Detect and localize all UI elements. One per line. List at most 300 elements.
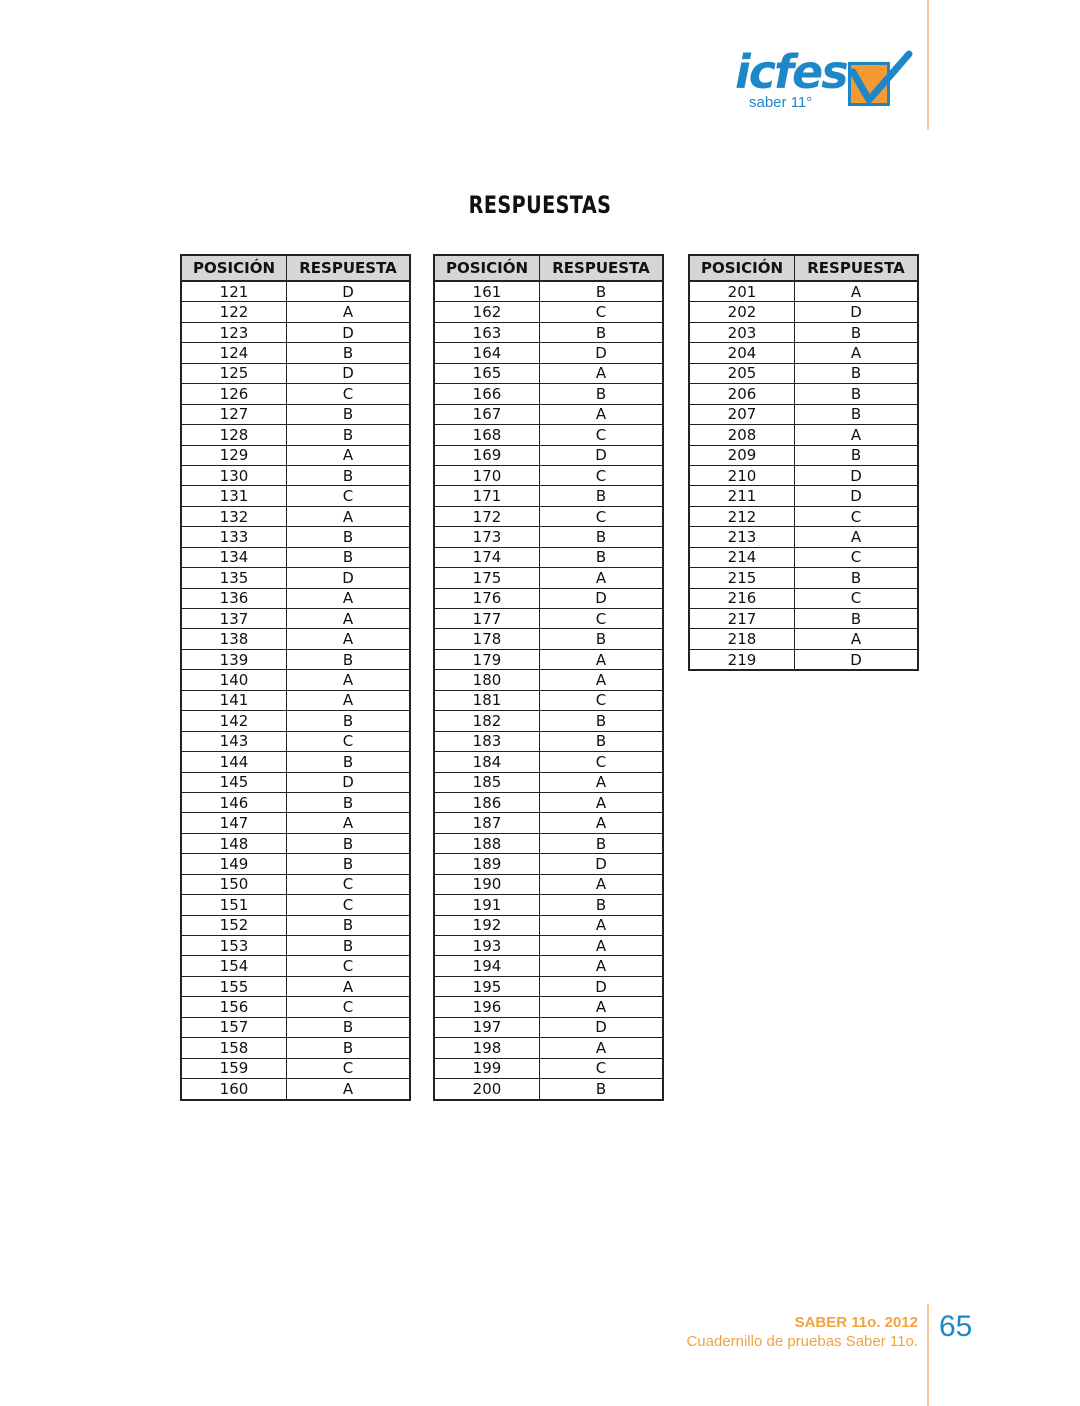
table-row xyxy=(434,915,663,935)
position-cell: 130 xyxy=(181,465,287,485)
table-row xyxy=(434,547,663,567)
answer-cell: A xyxy=(287,1079,411,1100)
table-row xyxy=(434,629,663,649)
position-cell: 141 xyxy=(181,690,287,710)
position-cell: 140 xyxy=(181,670,287,690)
position-cell: 208 xyxy=(689,425,795,445)
position-cell: 133 xyxy=(181,527,287,547)
table-row xyxy=(689,322,918,342)
position-cell: 199 xyxy=(434,1058,540,1078)
answer-cell: B xyxy=(540,629,664,649)
position-cell: 143 xyxy=(181,731,287,751)
table-row xyxy=(181,465,410,485)
position-cell: 182 xyxy=(434,711,540,731)
table-row xyxy=(181,404,410,424)
logo-subtitle: saber 11° xyxy=(749,94,813,111)
answer-cell: A xyxy=(540,956,664,976)
table-row xyxy=(434,976,663,996)
position-cell: 183 xyxy=(434,731,540,751)
answer-cell: B xyxy=(287,547,411,567)
footer-divider-line xyxy=(927,1304,929,1406)
position-cell: 186 xyxy=(434,792,540,812)
table-row xyxy=(434,1058,663,1078)
position-cell: 217 xyxy=(689,609,795,629)
answer-cell: B xyxy=(540,547,664,567)
position-cell: 135 xyxy=(181,568,287,588)
answer-cell: B xyxy=(287,854,411,874)
answer-cell: C xyxy=(540,609,664,629)
answer-cell: A xyxy=(287,976,411,996)
table-row xyxy=(689,609,918,629)
position-cell: 161 xyxy=(434,281,540,302)
position-cell: 178 xyxy=(434,629,540,649)
position-cell: 194 xyxy=(434,956,540,976)
table-row xyxy=(689,404,918,424)
table-row xyxy=(434,506,663,526)
header-answer: RESPUESTA xyxy=(287,255,411,281)
position-cell: 210 xyxy=(689,465,795,485)
answer-cell: A xyxy=(540,915,664,935)
position-cell: 172 xyxy=(434,506,540,526)
page-number: 65 xyxy=(939,1310,973,1343)
position-cell: 180 xyxy=(434,670,540,690)
answer-cell: B xyxy=(540,895,664,915)
table-row xyxy=(181,649,410,669)
table-row xyxy=(434,956,663,976)
table-row xyxy=(434,527,663,547)
answer-cell: B xyxy=(795,445,919,465)
answer-cell: B xyxy=(540,384,664,404)
position-cell: 137 xyxy=(181,609,287,629)
table-row xyxy=(434,690,663,710)
position-cell: 165 xyxy=(434,363,540,383)
table-row xyxy=(181,302,410,322)
answer-cell: A xyxy=(795,527,919,547)
position-cell: 163 xyxy=(434,322,540,342)
footer-subtitle: Cuadernillo de pruebas Saber 11o. xyxy=(686,1333,918,1350)
answers-table-1 xyxy=(180,254,411,1101)
answers-table-3 xyxy=(688,254,919,671)
answer-cell: D xyxy=(540,588,664,608)
position-cell: 167 xyxy=(434,404,540,424)
position-cell: 149 xyxy=(181,854,287,874)
position-cell: 204 xyxy=(689,343,795,363)
header-position: POSICIÓN xyxy=(689,255,795,281)
table-row xyxy=(434,425,663,445)
answer-cell: C xyxy=(795,547,919,567)
table-row xyxy=(434,302,663,322)
answer-cell: A xyxy=(287,506,411,526)
table-row xyxy=(181,506,410,526)
position-cell: 150 xyxy=(181,874,287,894)
table-row xyxy=(689,465,918,485)
position-cell: 128 xyxy=(181,425,287,445)
table-row xyxy=(434,649,663,669)
position-cell: 176 xyxy=(434,588,540,608)
table-row xyxy=(434,609,663,629)
table-row xyxy=(434,874,663,894)
table-row xyxy=(434,568,663,588)
answer-cell: A xyxy=(287,609,411,629)
answer-cell: D xyxy=(540,445,664,465)
position-cell: 155 xyxy=(181,976,287,996)
table-row xyxy=(181,915,410,935)
position-cell: 190 xyxy=(434,874,540,894)
table-row xyxy=(689,445,918,465)
table-row xyxy=(181,568,410,588)
answer-cell: B xyxy=(287,752,411,772)
table-row xyxy=(181,629,410,649)
answer-cell: B xyxy=(287,425,411,445)
footer-title: SABER 11o. 2012 xyxy=(794,1314,918,1331)
position-cell: 136 xyxy=(181,588,287,608)
table-row xyxy=(434,1038,663,1058)
position-cell: 154 xyxy=(181,956,287,976)
table-row xyxy=(434,997,663,1017)
position-cell: 174 xyxy=(434,547,540,567)
header-answer: RESPUESTA xyxy=(795,255,919,281)
table-row xyxy=(434,343,663,363)
answer-cell: A xyxy=(795,425,919,445)
position-cell: 131 xyxy=(181,486,287,506)
answer-cell: C xyxy=(795,588,919,608)
answer-cell: B xyxy=(795,609,919,629)
answers-table-2 xyxy=(433,254,664,1101)
table-row xyxy=(434,813,663,833)
table-row xyxy=(434,465,663,485)
table-row xyxy=(181,874,410,894)
table-row xyxy=(434,1079,663,1100)
answer-cell: D xyxy=(795,486,919,506)
icfes-logo xyxy=(735,46,917,118)
position-cell: 148 xyxy=(181,833,287,853)
position-cell: 153 xyxy=(181,936,287,956)
answer-cell: C xyxy=(795,506,919,526)
table-row xyxy=(181,343,410,363)
position-cell: 177 xyxy=(434,609,540,629)
answer-cell: B xyxy=(795,568,919,588)
position-cell: 147 xyxy=(181,813,287,833)
position-cell: 187 xyxy=(434,813,540,833)
answer-cell: D xyxy=(287,363,411,383)
header-answer: RESPUESTA xyxy=(540,255,664,281)
position-cell: 213 xyxy=(689,527,795,547)
position-cell: 189 xyxy=(434,854,540,874)
table-row xyxy=(689,302,918,322)
table-row xyxy=(181,813,410,833)
answer-cell: A xyxy=(540,813,664,833)
answer-cell: A xyxy=(795,281,919,302)
position-cell: 126 xyxy=(181,384,287,404)
answer-cell: C xyxy=(287,384,411,404)
answer-cell: C xyxy=(287,997,411,1017)
position-cell: 209 xyxy=(689,445,795,465)
table-row xyxy=(689,527,918,547)
answer-cell: C xyxy=(540,690,664,710)
answer-cell: C xyxy=(540,1058,664,1078)
position-cell: 216 xyxy=(689,588,795,608)
table-row xyxy=(434,854,663,874)
table-row xyxy=(689,343,918,363)
position-cell: 198 xyxy=(434,1038,540,1058)
table-row xyxy=(434,486,663,506)
position-cell: 129 xyxy=(181,445,287,465)
table-row xyxy=(434,445,663,465)
answer-cell: C xyxy=(540,465,664,485)
table-row xyxy=(181,833,410,853)
answer-cell: D xyxy=(540,976,664,996)
position-cell: 191 xyxy=(434,895,540,915)
position-cell: 164 xyxy=(434,343,540,363)
position-cell: 202 xyxy=(689,302,795,322)
answer-cell: B xyxy=(540,833,664,853)
answer-cell: B xyxy=(795,404,919,424)
position-cell: 211 xyxy=(689,486,795,506)
answer-cell: B xyxy=(540,1079,664,1100)
position-cell: 122 xyxy=(181,302,287,322)
table-row xyxy=(181,997,410,1017)
table-row xyxy=(181,792,410,812)
position-cell: 171 xyxy=(434,486,540,506)
table-row xyxy=(689,629,918,649)
position-cell: 145 xyxy=(181,772,287,792)
answer-cell: A xyxy=(540,936,664,956)
answer-cell: A xyxy=(540,568,664,588)
position-cell: 188 xyxy=(434,833,540,853)
answer-cell: B xyxy=(287,649,411,669)
position-cell: 170 xyxy=(434,465,540,485)
position-cell: 127 xyxy=(181,404,287,424)
answer-cell: D xyxy=(287,568,411,588)
table-row xyxy=(181,976,410,996)
answer-cell: B xyxy=(287,404,411,424)
answer-cell: B xyxy=(287,343,411,363)
answer-cell: B xyxy=(540,731,664,751)
answer-cell: D xyxy=(540,1017,664,1037)
answer-cell: B xyxy=(540,486,664,506)
position-cell: 168 xyxy=(434,425,540,445)
table-row xyxy=(434,322,663,342)
table-row xyxy=(434,384,663,404)
position-cell: 162 xyxy=(434,302,540,322)
header-position: POSICIÓN xyxy=(434,255,540,281)
answer-cell: A xyxy=(795,343,919,363)
answer-cell: C xyxy=(287,486,411,506)
answer-cell: B xyxy=(287,527,411,547)
table-row xyxy=(181,772,410,792)
table-row xyxy=(689,384,918,404)
answer-cell: A xyxy=(795,629,919,649)
position-cell: 121 xyxy=(181,281,287,302)
table-row xyxy=(181,854,410,874)
table-row xyxy=(181,486,410,506)
table-row xyxy=(434,670,663,690)
answer-cell: C xyxy=(287,895,411,915)
answer-cell: C xyxy=(540,506,664,526)
position-cell: 212 xyxy=(689,506,795,526)
answer-cell: D xyxy=(287,281,411,302)
answer-cell: B xyxy=(287,1038,411,1058)
position-cell: 134 xyxy=(181,547,287,567)
table-row xyxy=(434,281,663,302)
position-cell: 175 xyxy=(434,568,540,588)
answer-cell: B xyxy=(540,527,664,547)
table-row xyxy=(181,1079,410,1100)
position-cell: 166 xyxy=(434,384,540,404)
table-row xyxy=(181,425,410,445)
position-cell: 184 xyxy=(434,752,540,772)
table-row xyxy=(434,1017,663,1037)
position-cell: 192 xyxy=(434,915,540,935)
answer-cell: B xyxy=(795,322,919,342)
answer-cell: B xyxy=(287,465,411,485)
table-row xyxy=(181,752,410,772)
table-row xyxy=(181,711,410,731)
position-cell: 158 xyxy=(181,1038,287,1058)
position-cell: 138 xyxy=(181,629,287,649)
table-row xyxy=(689,506,918,526)
table-row xyxy=(689,281,918,302)
answer-cell: D xyxy=(795,649,919,670)
answer-cell: A xyxy=(540,670,664,690)
answer-cell: A xyxy=(287,690,411,710)
table-row xyxy=(434,711,663,731)
position-cell: 144 xyxy=(181,752,287,772)
answer-cell: C xyxy=(287,874,411,894)
position-cell: 207 xyxy=(689,404,795,424)
position-cell: 146 xyxy=(181,792,287,812)
answer-cell: C xyxy=(540,752,664,772)
position-cell: 157 xyxy=(181,1017,287,1037)
table-row xyxy=(181,322,410,342)
position-cell: 152 xyxy=(181,915,287,935)
table-row xyxy=(181,1038,410,1058)
header-position: POSICIÓN xyxy=(181,255,287,281)
answer-cell: A xyxy=(540,997,664,1017)
position-cell: 179 xyxy=(434,649,540,669)
table-row xyxy=(181,384,410,404)
answer-cell: A xyxy=(540,1038,664,1058)
table-row xyxy=(434,833,663,853)
answer-cell: B xyxy=(287,915,411,935)
table-row xyxy=(181,609,410,629)
position-cell: 169 xyxy=(434,445,540,465)
logo-brand-text: icfes xyxy=(735,45,847,99)
table-row xyxy=(181,936,410,956)
position-cell: 159 xyxy=(181,1058,287,1078)
table-row xyxy=(434,792,663,812)
table-row xyxy=(181,670,410,690)
position-cell: 195 xyxy=(434,976,540,996)
position-cell: 181 xyxy=(434,690,540,710)
position-cell: 215 xyxy=(689,568,795,588)
answer-cell: D xyxy=(540,854,664,874)
table-row xyxy=(181,895,410,915)
position-cell: 123 xyxy=(181,322,287,342)
table-row xyxy=(434,404,663,424)
answer-cell: A xyxy=(540,363,664,383)
table-row xyxy=(181,445,410,465)
answer-cell: A xyxy=(287,588,411,608)
answer-cell: C xyxy=(540,302,664,322)
table-row xyxy=(181,547,410,567)
answer-cell: B xyxy=(540,281,664,302)
answer-cell: B xyxy=(287,833,411,853)
table-row xyxy=(434,752,663,772)
table-row xyxy=(181,281,410,302)
table-row xyxy=(689,649,918,670)
answer-cell: A xyxy=(540,772,664,792)
answer-cell: B xyxy=(795,363,919,383)
position-cell: 193 xyxy=(434,936,540,956)
table-row xyxy=(434,731,663,751)
answer-cell: C xyxy=(287,1058,411,1078)
answer-cell: C xyxy=(287,956,411,976)
position-cell: 219 xyxy=(689,649,795,670)
answer-cell: B xyxy=(287,711,411,731)
table-row xyxy=(181,690,410,710)
answer-cell: A xyxy=(540,792,664,812)
table-row xyxy=(689,363,918,383)
table-row xyxy=(181,363,410,383)
position-cell: 196 xyxy=(434,997,540,1017)
position-cell: 185 xyxy=(434,772,540,792)
position-cell: 201 xyxy=(689,281,795,302)
answer-cell: B xyxy=(287,936,411,956)
position-cell: 151 xyxy=(181,895,287,915)
answer-cell: B xyxy=(540,322,664,342)
answer-cell: D xyxy=(287,772,411,792)
table-row xyxy=(689,425,918,445)
table-row xyxy=(434,936,663,956)
answer-cell: A xyxy=(287,445,411,465)
position-cell: 206 xyxy=(689,384,795,404)
answer-cell: A xyxy=(287,670,411,690)
answer-cell: A xyxy=(540,649,664,669)
table-row xyxy=(434,363,663,383)
answer-cell: A xyxy=(287,302,411,322)
checkmark-icon xyxy=(843,48,915,112)
answer-cell: A xyxy=(540,874,664,894)
answer-cell: B xyxy=(540,711,664,731)
table-row xyxy=(689,486,918,506)
table-row xyxy=(181,1017,410,1037)
position-cell: 197 xyxy=(434,1017,540,1037)
table-row xyxy=(181,731,410,751)
table-row xyxy=(434,772,663,792)
answer-cell: B xyxy=(287,1017,411,1037)
table-row xyxy=(689,568,918,588)
table-row xyxy=(181,1058,410,1078)
position-cell: 205 xyxy=(689,363,795,383)
table-row xyxy=(181,588,410,608)
position-cell: 124 xyxy=(181,343,287,363)
answer-cell: D xyxy=(795,465,919,485)
answer-cell: A xyxy=(540,404,664,424)
table-row xyxy=(689,588,918,608)
table-row xyxy=(181,956,410,976)
answer-cell: C xyxy=(287,731,411,751)
page-title: RESPUESTAS xyxy=(468,191,612,219)
answer-cell: A xyxy=(287,813,411,833)
answer-cell: D xyxy=(540,343,664,363)
table-row xyxy=(181,527,410,547)
position-cell: 160 xyxy=(181,1079,287,1100)
position-cell: 200 xyxy=(434,1079,540,1100)
position-cell: 139 xyxy=(181,649,287,669)
answer-cell: D xyxy=(287,322,411,342)
position-cell: 132 xyxy=(181,506,287,526)
